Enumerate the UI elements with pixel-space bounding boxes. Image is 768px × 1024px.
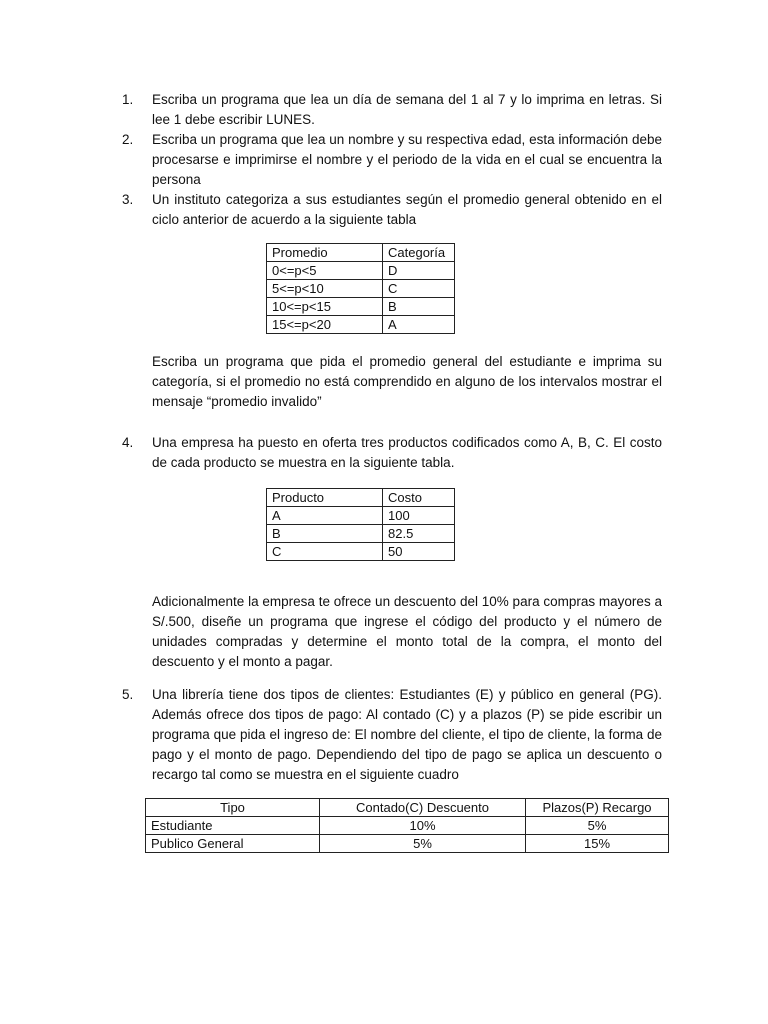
table-row <box>146 835 669 853</box>
product-cost-table <box>266 488 455 561</box>
table-cell: 82.5 <box>383 525 455 543</box>
table-cell: B <box>383 298 455 316</box>
table-row <box>267 525 455 543</box>
exercise-number: 3. <box>122 192 134 207</box>
exercise-number: 5. <box>122 687 134 702</box>
table-cell: 0<=p<5 <box>267 262 383 280</box>
table-cell: 5% <box>526 817 669 835</box>
payment-type-table <box>145 798 669 853</box>
table-cell: 10<=p<15 <box>267 298 383 316</box>
table-row <box>267 280 455 298</box>
table-cell: C <box>383 280 455 298</box>
table-row <box>267 543 455 561</box>
table-header-row <box>267 244 455 262</box>
table-row <box>267 298 455 316</box>
table-cell: 15<=p<20 <box>267 316 383 334</box>
exercise-number: 4. <box>122 435 134 450</box>
table-cell: 10% <box>320 817 526 835</box>
table-cell: 100 <box>383 507 455 525</box>
exercise-text: Una empresa ha puesto en oferta tres productos codificados como A, B, C. El costo de cada producto se muestra en la siguiente tabla. <box>152 435 662 470</box>
table-cell: 5<=p<10 <box>267 280 383 298</box>
table-cell: A <box>267 507 383 525</box>
table-header-row <box>267 489 455 507</box>
table-header-row <box>146 799 669 817</box>
table-row <box>267 507 455 525</box>
exercise-3-instructions: Escriba un programa que pida el promedio general del estudiante e imprima su categoría, si el promedio no está comprendido en alguno de los intervalos mostrar el mensaje “promedio invalido” <box>152 354 662 409</box>
table-header-cell: Plazos(P) Recargo <box>526 799 669 817</box>
table-cell: 50 <box>383 543 455 561</box>
exercise-text: Una librería tiene dos tipos de clientes: Estudiantes (E) y público en general (PG). Además ofrece dos tipos de pago: Al contado (C) y a plazos (P) se pide escribir un programa que pida el ingreso de: El nombre del cliente, el tipo de cliente, la forma de pago y el monto de pago. Dependiendo del tipo de pago se aplica un descuento o recargo tal como se muestra en el siguiente cuadro <box>152 687 662 782</box>
table-cell: C <box>267 543 383 561</box>
exercise-text: Escriba un programa que lea un día de semana del 1 al 7 y lo imprima en letras. Si lee 1 debe escribir LUNES. <box>152 92 662 127</box>
exercise-4-instructions: Adicionalmente la empresa te ofrece un descuento del 10% para compras mayores a S/.500, diseñe un programa que ingrese el código del producto y el número de unidades compradas y determine el monto total de la compra, el monto del descuento y el monto a pagar. <box>152 594 662 669</box>
table-header-cell: Producto <box>267 489 383 507</box>
table-header-cell: Contado(C) Descuento <box>320 799 526 817</box>
table-cell: B <box>267 525 383 543</box>
table-header-cell: Promedio <box>267 244 383 262</box>
exercise-text: Un instituto categoriza a sus estudiantes según el promedio general obtenido en el ciclo anterior de acuerdo a la siguiente tabla <box>152 192 662 227</box>
exercise-number: 2. <box>122 132 134 147</box>
table-header-cell: Tipo <box>146 799 320 817</box>
table-row <box>267 262 455 280</box>
table-cell: Estudiante <box>146 817 320 835</box>
table-cell: 5% <box>320 835 526 853</box>
table-cell: 15% <box>526 835 669 853</box>
table-cell: Publico General <box>146 835 320 853</box>
table-row <box>267 316 455 334</box>
table-header-cell: Costo <box>383 489 455 507</box>
exercise-number: 1. <box>122 92 134 107</box>
category-table <box>266 243 455 334</box>
table-header-cell: Categoría <box>383 244 455 262</box>
exercise-text: Escriba un programa que lea un nombre y su respectiva edad, esta información debe procesarse e imprimirse el nombre y el periodo de la vida en el cual se encuentra la persona <box>152 132 662 187</box>
table-row <box>146 817 669 835</box>
table-cell: A <box>383 316 455 334</box>
table-cell: D <box>383 262 455 280</box>
